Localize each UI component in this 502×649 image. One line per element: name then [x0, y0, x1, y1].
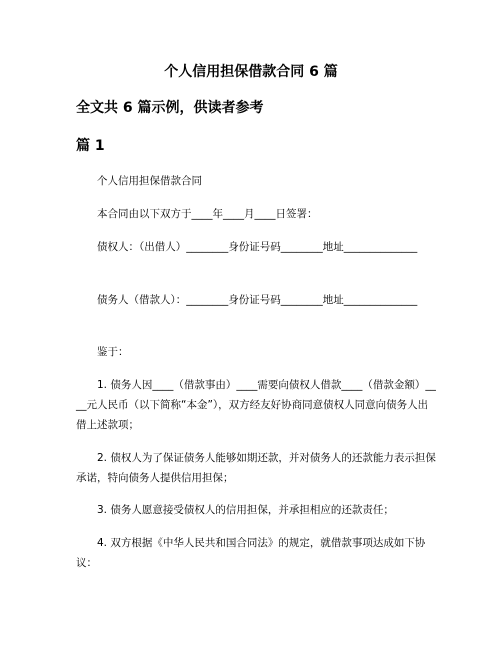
signing-date-paragraph: 本合同由以下双方于____年____月____日签署： [97, 208, 318, 220]
debtor-paragraph: 债务人（借款人）：________身份证号码________地址______________ [97, 294, 418, 306]
clause-3-paragraph: 3. 债务人愿意接受债权人的信用担保，并承担相应的还款责任； [97, 504, 394, 516]
section-heading: 篇 1 [76, 138, 105, 154]
creditor-paragraph: 债权人：（出借人）________身份证号码________地址______________ [97, 241, 418, 253]
document-subtitle: 全文共 6 篇示例，供读者参考 [76, 100, 264, 116]
contract-name-paragraph: 个人信用担保借款合同 [97, 175, 202, 187]
clause-4-paragraph: 4. 双方根据《中华人民共和国合同法》的规定，就借款事项达成如下协议： [76, 537, 426, 569]
clause-2-paragraph: 2. 债权人为了保证债务人能够如期还款，并对债务人的还款能力表示担保承诺，特向债务人提供信用担保； [76, 452, 436, 484]
clause-1-paragraph: 1. 债务人因____（借款事由）____需要向债权人借款____（借款金额）____元人民币（以下简称“本金”），双方经友好协商同意债权人同意向债务人出借上述款项； [76, 379, 436, 431]
document-title: 个人信用担保借款合同 6 篇 [164, 64, 338, 80]
whereas-paragraph: 鉴于： [97, 346, 129, 358]
